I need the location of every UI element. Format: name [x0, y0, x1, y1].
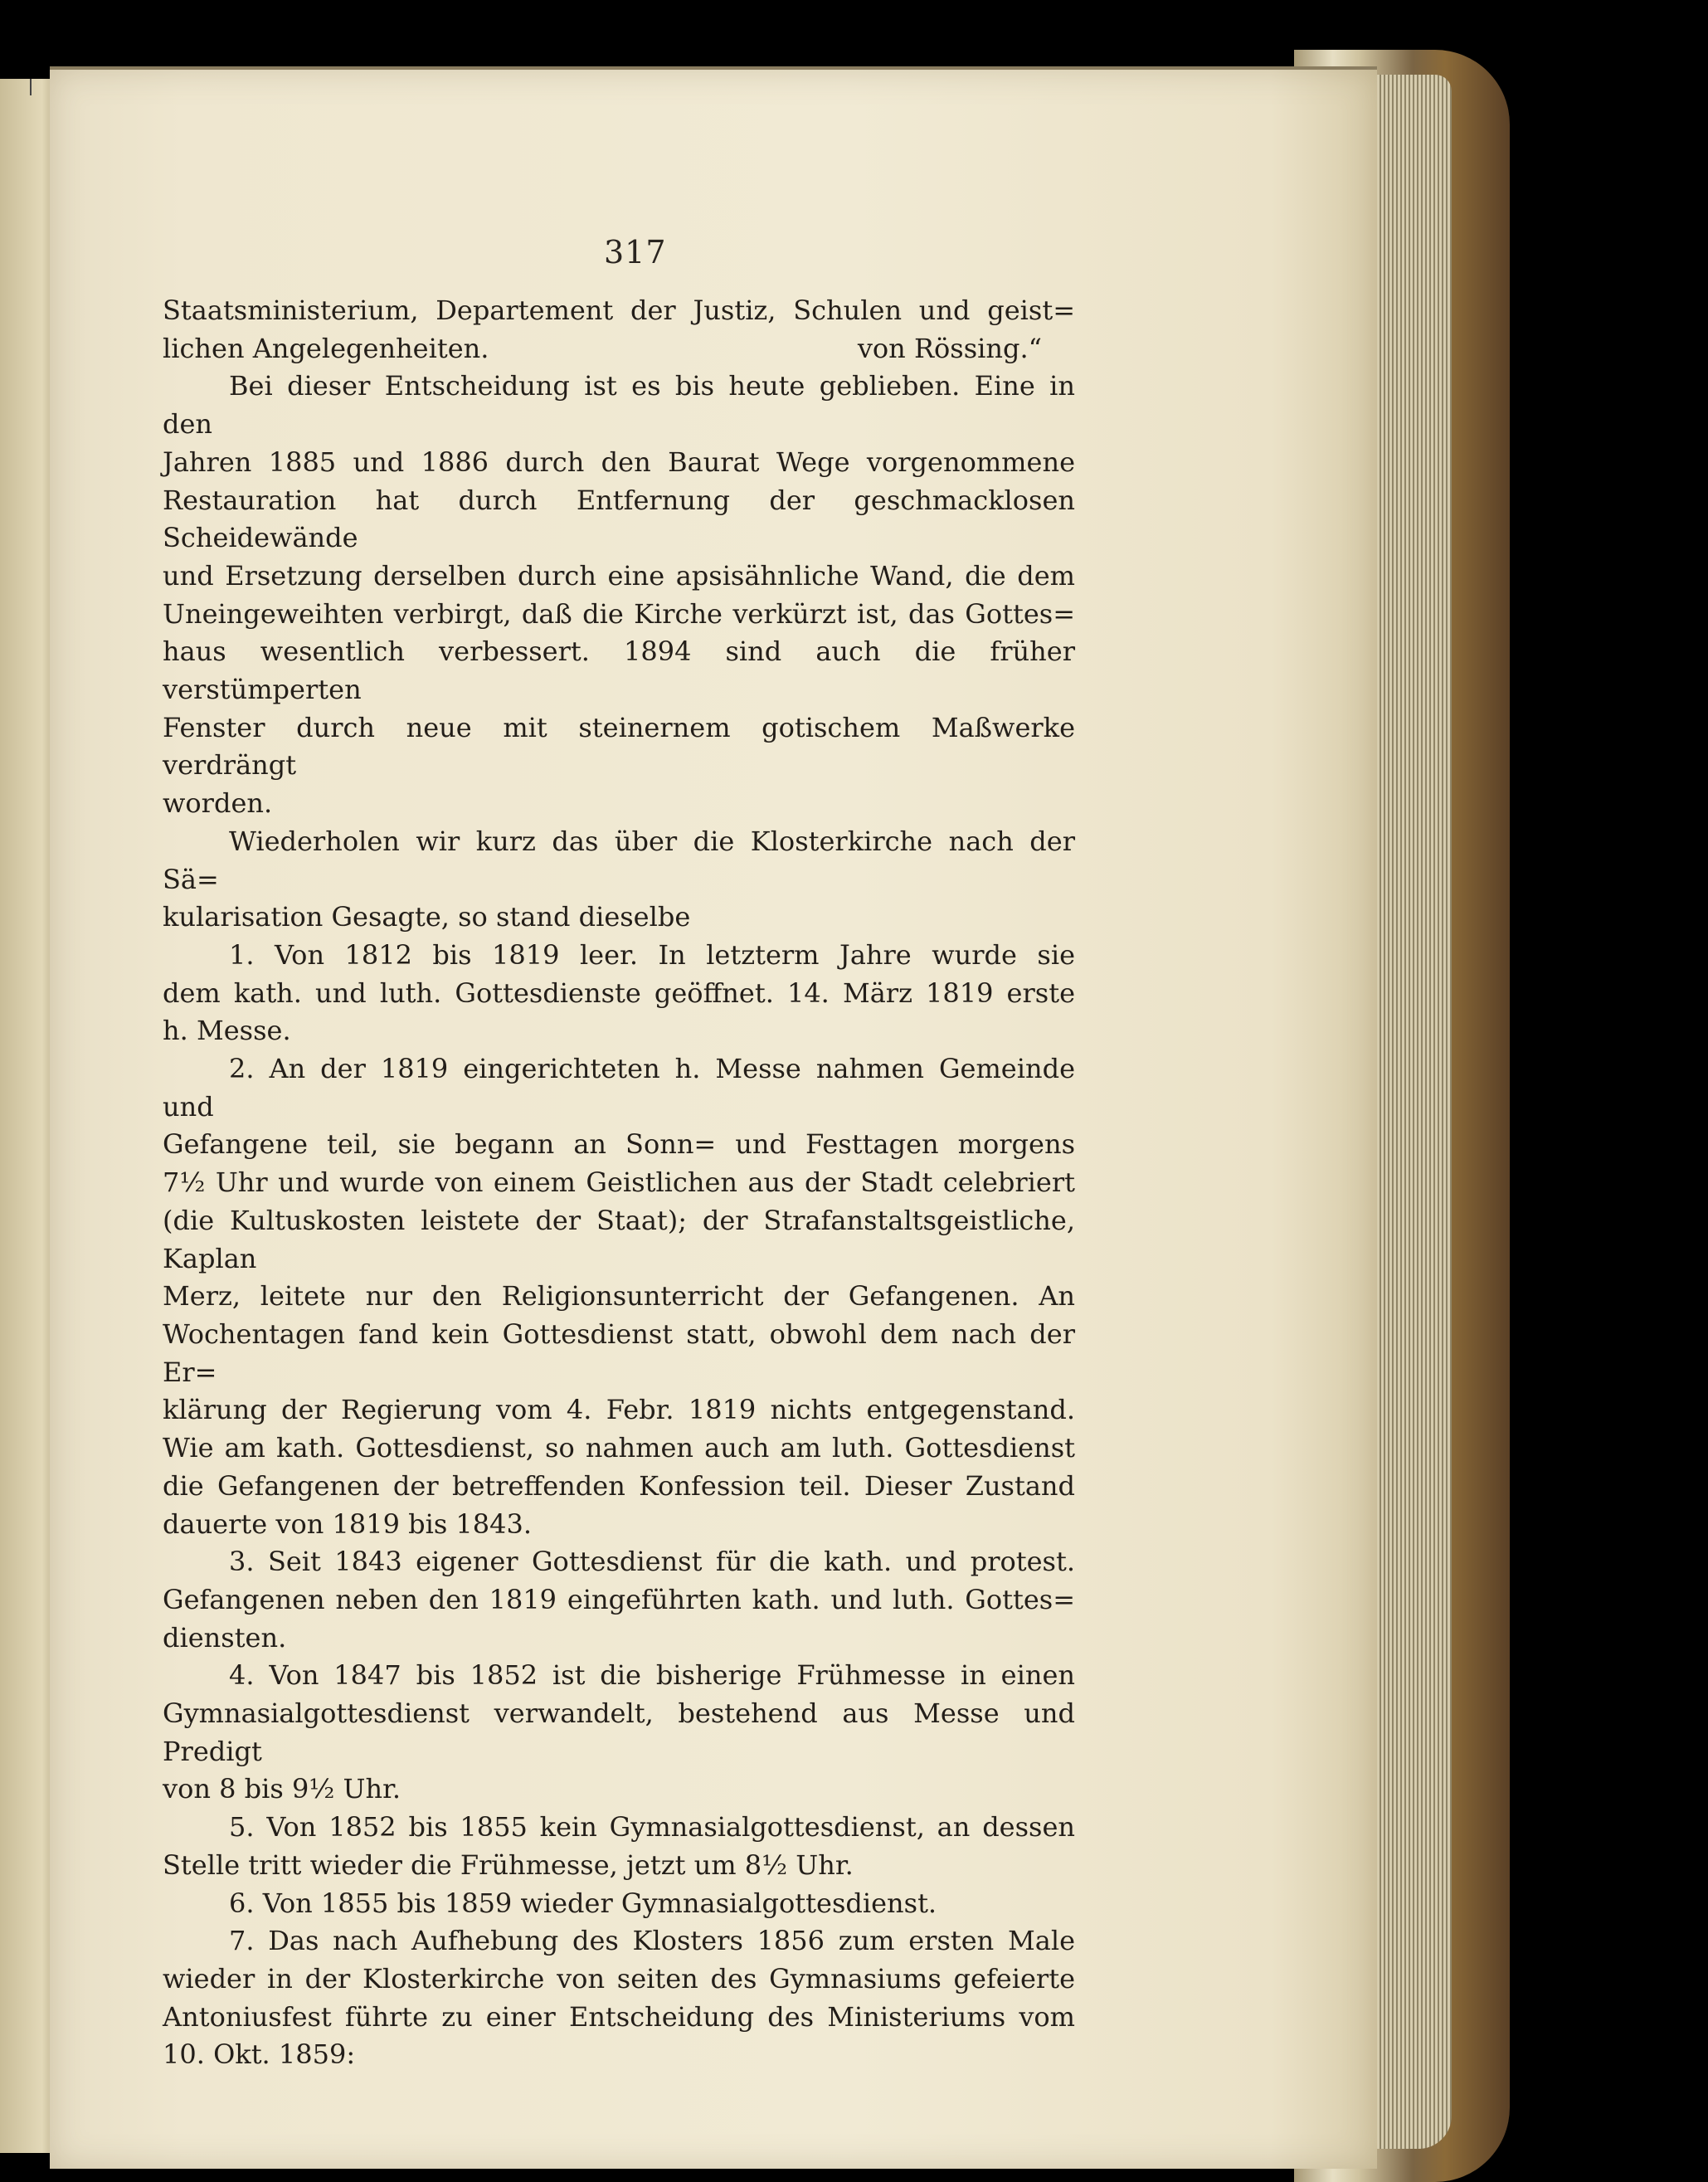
list-item: [163, 1657, 1075, 1809]
text-line: und Ersetzung derselben durch eine apsisähnliche Wand, die dem: [163, 559, 1075, 592]
text-line: kularisation Gesagte, so stand dieselbe: [163, 901, 691, 933]
text-line: 3. Seit 1843 eigener Gottesdienst für die kath. und protest.: [229, 1546, 1075, 1578]
text-line: Wie am kath. Gottesdienst, so nahmen auch am luth. Gottesdienst: [163, 1432, 1075, 1464]
paragraph: [163, 823, 1075, 937]
list-item: [163, 1922, 1075, 2074]
text-line: Uneingeweihten verbirgt, daß die Kirche verkürzt ist, das Gottes=: [163, 597, 1075, 630]
signature: von Rössing.“: [857, 332, 1042, 364]
text-line: die Gefangenen der betreffenden Konfession teil. Dieser Zustand: [163, 1469, 1075, 1502]
paragraph: [163, 368, 1075, 822]
text-line: 10. Okt. 1859:: [163, 2038, 356, 2071]
text-line: Antoniusfest führte zu einer Entscheidung des Ministeriums vom: [163, 2000, 1075, 2033]
text-line: Bei dieser Entscheidung ist es bis heute geblieben. Eine in den: [163, 370, 1075, 441]
text-line: worden.: [163, 787, 273, 820]
text-line: h. Messe.: [163, 1015, 291, 1047]
text-line: Gymnasialgottesdienst verwandelt, bestehend aus Messe und Predigt: [163, 1697, 1075, 1767]
list-item: [163, 1050, 1075, 1543]
page-number: 317: [604, 234, 667, 270]
text-line: Stelle tritt wieder die Frühmesse, jetzt um 8½ Uhr.: [163, 1848, 854, 1881]
binding-stitch: [30, 79, 33, 95]
text-line: 5. Von 1852 bis 1855 kein Gymnasialgottesdienst, an dessen: [229, 1811, 1075, 1843]
text-line: Gefangene teil, sie begann an Sonn= und Festtagen morgens: [163, 1128, 1075, 1161]
text-line: Restauration hat durch Entfernung der geschmacklosen Scheidewände: [163, 484, 1075, 554]
text-line: diensten.: [163, 1621, 287, 1654]
text-line: (die Kultuskosten leistete der Staat); der Strafanstaltsgeistliche, Kaplan: [163, 1204, 1075, 1274]
body-text: [163, 292, 1075, 2074]
text-line: von 8 bis 9½ Uhr.: [163, 1773, 401, 1805]
text-line: haus wesentlich verbessert. 1894 sind auch die früher verstümperten: [163, 636, 1075, 706]
list-item: [163, 1885, 1075, 1923]
text-line: klärung der Regierung vom 4. Febr. 1819 nichts entgegenstand.: [163, 1394, 1075, 1426]
text-line: 7½ Uhr und wurde von einem Geistlichen aus der Stadt celebriert: [163, 1166, 1075, 1199]
text-line: Gefangenen neben den 1819 eingeführten kath. und luth. Gottes=: [163, 1583, 1075, 1615]
text-line: Wochentagen fand kein Gottesdienst statt, obwohl dem nach der Er=: [163, 1318, 1075, 1388]
list-item: [163, 1543, 1075, 1657]
text-line: 1. Von 1812 bis 1819 leer. In letzterm Jahre wurde sie: [229, 938, 1075, 971]
text-line: Jahren 1885 und 1886 durch den Baurat Wege vorgenommene: [163, 446, 1075, 478]
text-line: Merz, leitete nur den Religionsunterricht der Gefangenen. An: [163, 1280, 1075, 1313]
text-line: 4. Von 1847 bis 1852 ist die bisherige Frühmesse in einen: [229, 1659, 1075, 1692]
text-line: lichen Angelegenheiten.: [163, 332, 489, 364]
text-line: Wiederholen wir kurz das über die Klosterkirche nach der Sä=: [163, 825, 1075, 895]
list-item: [163, 1809, 1075, 1884]
text-line: dauerte von 1819 bis 1843.: [163, 1507, 533, 1540]
text-line: 7. Das nach Aufhebung des Klosters 1856 zum ersten Male: [229, 1925, 1075, 1957]
text-line: wieder in der Klosterkirche von seiten des Gymnasiums gefeierte: [163, 1962, 1075, 1994]
text-line: dem kath. und luth. Gottesdienste geöffnet. 14. März 1819 erste: [163, 977, 1075, 1009]
text-line: Staatsministerium, Departement der Justiz, Schulen und geist=: [163, 295, 1075, 326]
text-line: Fenster durch neue mit steinernem gotischem Maßwerke verdrängt: [163, 711, 1075, 782]
text-line: 6. Von 1855 bis 1859 wieder Gymnasialgottesdienst.: [229, 1887, 937, 1919]
text-line: 2. An der 1819 eingerichteten h. Messe nahmen Gemeinde und: [163, 1053, 1075, 1123]
list-item: [163, 937, 1075, 1050]
